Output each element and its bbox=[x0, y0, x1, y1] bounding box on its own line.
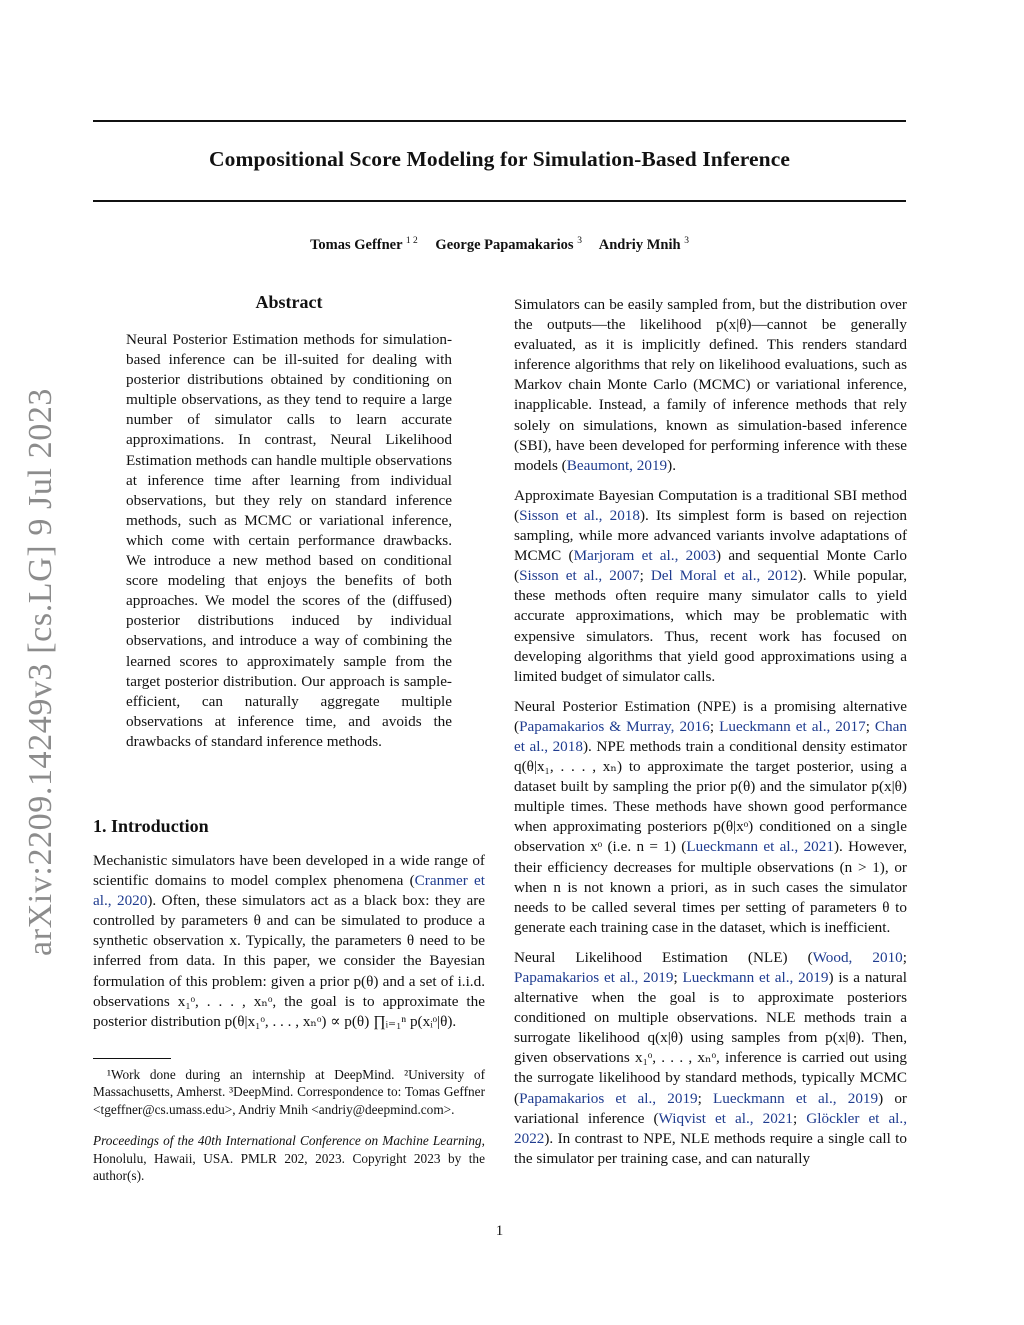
author-affiliation: 3 bbox=[577, 236, 582, 246]
citation-link[interactable]: Papamakarios et al., 2019 bbox=[514, 969, 674, 986]
citation-link[interactable]: Sisson et al., 2018 bbox=[519, 506, 640, 524]
citation-link[interactable]: Lueckmann et al., 2017 bbox=[719, 717, 866, 735]
proceedings-note: Proceedings of the 40th International Conference on Machine Learning, Honolulu, Hawaii, USA. PMLR 202, 2023. Copyright 2023 by the author(s). bbox=[93, 1133, 485, 1184]
citation-link[interactable]: Chan et al., 2018 bbox=[514, 717, 907, 755]
author-name: Andriy Mnih bbox=[598, 236, 681, 253]
citation-link[interactable]: Lueckmann et al., 2021 bbox=[686, 838, 834, 856]
page-number: 1 bbox=[495, 1223, 504, 1239]
citation-link[interactable]: Wood, 2010 bbox=[812, 948, 903, 966]
affiliation-footnote: ¹Work done during an internship at DeepMind. ²University of Massachusetts, Amherst. ³DeepMind. Correspondence to: Tomas Geffner <tgeffner@cs.umass.edu>, Andriy Mnih <andriy@deepmind.com>. bbox=[93, 1067, 485, 1117]
citation-link[interactable]: Wiqvist et al., 2021 bbox=[658, 1109, 794, 1127]
citation-link[interactable]: Sisson et al., 2007 bbox=[519, 567, 640, 585]
title-top-rule bbox=[93, 120, 906, 122]
citation-link[interactable]: Lueckmann et al., 2019 bbox=[682, 969, 829, 986]
citation-link[interactable]: Marjoram et al., 2003 bbox=[573, 547, 716, 565]
introduction-body bbox=[93, 851, 485, 1032]
citation-link[interactable]: Papamakarios & Murray, 2016 bbox=[519, 717, 710, 735]
author-affiliation: 1 2 bbox=[405, 236, 418, 246]
paragraph: Simulators can be easily sampled from, but the distribution over the outputs—the likelihood p(x|θ)—cannot be generally evaluated, as it is implicitly defined. This renders standard inference algorithms that rely on likelihood evaluations, such as Markov chain Monte Carlo (MCMC) or variational inference, inapplicable. Instead, a family of inference methods that rely solely on simulations, known as simulation-based inference (SBI), have been developed for performing inference with these models (Beaumont, 2019). bbox=[514, 296, 907, 474]
author-name: George Papamakarios bbox=[435, 236, 574, 253]
right-column bbox=[514, 295, 907, 1179]
author-list bbox=[93, 236, 906, 254]
citation-link[interactable]: Glöckler et al., 2022 bbox=[514, 1109, 907, 1147]
footnote-rule bbox=[93, 1058, 171, 1059]
section-heading-introduction: 1. Introduction bbox=[93, 816, 209, 836]
citation-link[interactable]: Del Moral et al., 2012 bbox=[650, 567, 798, 585]
paragraph: Neural Likelihood Estimation (NLE) (Wood, 2010; Papamakarios et al., 2019; Lueckmann et al., 2019) is a natural alternative when the goal is to approximate posteriors conditioned on multiple observations. NLE methods train a surrogate likelihood q(x|θ) using samples from p(x|θ). Then, given observations x₁ᵒ, . . . , xₙᵒ, inference is carried out using the surrogate likelihood by standard methods, typically MCMC (Papamakarios et al., 2019; Lueckmann et al., 2019) or variational inference (Wiqvist et al., 2021; Glöckler et al., 2022). In contrast to NPE, NLE methods require a single call to the simulator per training case, and can naturally bbox=[514, 948, 908, 1167]
author-affiliation: 3 bbox=[684, 236, 689, 246]
abstract-body bbox=[126, 330, 452, 752]
paragraph: Approximate Bayesian Computation is a traditional SBI method (Sisson et al., 2018). Its simplest form is based on rejection sampling, while more advanced variants involve adaptations of MCMC (Marjoram et al., 2003) and sequential Monte Carlo (Sisson et al., 2007; Del Moral et al., 2012). While popular, these methods often require many simulator calls to yield accurate approximations, which may be problematic with expensive simulators. Thus, recent work has focused on developing algorithms that yield good approximations using a limited budget of simulator calls. bbox=[514, 486, 907, 685]
title-bottom-rule bbox=[93, 200, 906, 202]
author-name: Tomas Geffner bbox=[310, 236, 403, 253]
citation-link[interactable]: Beaumont, 2019 bbox=[566, 456, 668, 474]
abstract-text: Neural Posterior Estimation methods for simulation-based inference can be ill-suited for dealing with posterior distributions obtained by conditioning on multiple observations, as they tend to require a large number of simulator calls to learn accurate approximations. In contrast, Neural Likelihood Estimation methods can handle multiple observations at inference time after learning from individual observations, but they rely on standard inference methods, such as MCMC or variational inference, which come with certain performance drawbacks. We introduce a new method based on conditional score modeling that enjoys the benefits of both approaches. We model the scores of the (diffused) posterior distributions induced by individual observations, and introduce a way of combining the learned scores to approximately sample from the target posterior distribution. Our approach is sample-efficient, can naturally aggregate multiple observations at inference time, and avoids the drawbacks of standard inference methods. bbox=[126, 331, 452, 750]
paragraph: Mechanistic simulators have been developed in a wide range of scientific domains to model complex phenomena (Cranmer et al., 2020). Often, these simulators act as a black box: they are controlled by parameters θ and can be simulated to produce a synthetic observation x. Typically, the parameters θ need to be inferred from data. In this paper, we consider the Bayesian formulation of this problem: given a prior p(θ) and a set of i.i.d. observations x₁ᵒ, . . . , xₙᵒ, the goal is to approximate the posterior distribution p(θ|x₁ᵒ, . . . , xₙᵒ) ∝ p(θ) ∏ᵢ₌₁ⁿ p(xᵢᵒ|θ). bbox=[93, 852, 485, 1030]
abstract-heading: Abstract bbox=[255, 292, 323, 312]
citation-link[interactable]: Papamakarios et al., 2019 bbox=[519, 1089, 698, 1107]
paper-title: Compositional Score Modeling for Simulation-Based Inference bbox=[208, 147, 791, 171]
paragraph: Neural Posterior Estimation (NPE) is a promising alternative (Papamakarios & Murray, 2016; Lueckmann et al., 2017; Chan et al., 2018). NPE methods train a conditional density estimator q(θ|x₁, . . . , xₙ) to approximate the target posterior, using a dataset built by sampling the prior p(θ) and the simulator p(x|θ) multiple times. These methods have shown good performance when approximating posteriors p(θ|xᵒ) conditioned on a single observation xᵒ (i.e. n = 1) (Lueckmann et al., 2021). However, their efficiency decreases for multiple observations (n > 1), or when n is not known a priori, as in such cases the simulator needs to be called several times per setting of parameters θ to generate each training case in the dataset, which is inefficient. bbox=[514, 697, 907, 936]
arxiv-side-label: arXiv:2209.14249v3 [cs.LG] 9 Jul 2023 bbox=[22, 387, 59, 956]
citation-link[interactable]: Cranmer et al., 2020 bbox=[93, 872, 485, 910]
footnotes bbox=[93, 1066, 485, 1198]
citation-link[interactable]: Lueckmann et al., 2019 bbox=[713, 1089, 879, 1107]
